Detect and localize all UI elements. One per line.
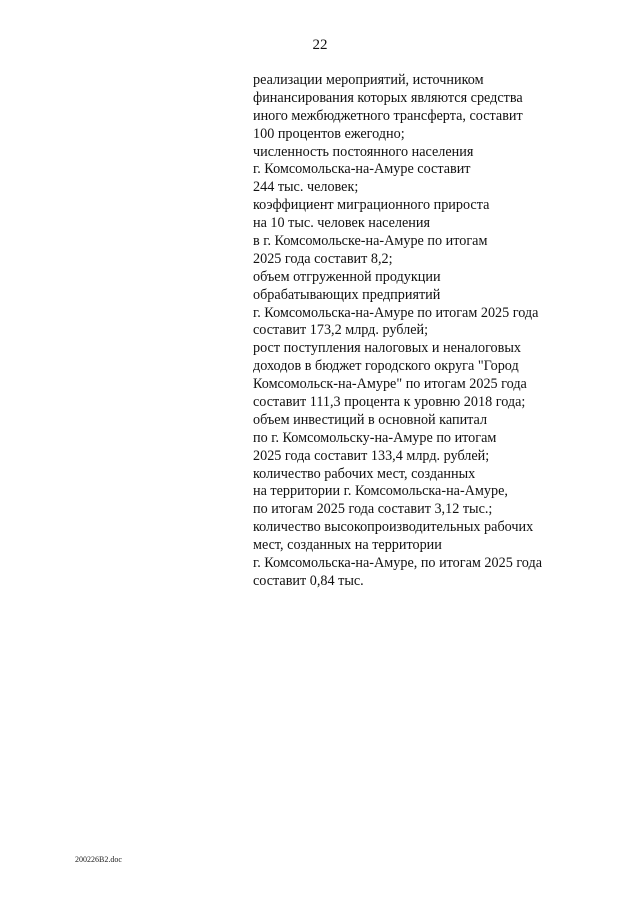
body-text-line: составит 111,3 процента к уровню 2018 года; [253,394,526,411]
body-text-line: коэффициент миграционного прироста [253,197,490,214]
body-text-line: Комсомольск-на-Амуре" по итогам 2025 года [253,376,527,393]
body-text-line: в г. Комсомольске-на-Амуре по итогам [253,233,488,250]
body-text-line: объем отгруженной продукции [253,268,441,285]
body-text-line: на территории г. Комсомольска-на-Амуре, [253,483,508,500]
document-body-text [253,72,633,591]
body-text-line: численность постоянного населения [253,143,474,160]
body-text-line: 100 процентов ежегодно; [253,125,405,142]
body-text-line: на 10 тыс. человек населения [253,215,430,232]
body-text-line: г. Комсомольска-на-Амуре, по итогам 2025 года [253,555,542,572]
body-text-line: 244 тыс. человек; [253,179,359,196]
body-text-line: количество рабочих мест, созданных [253,465,476,482]
body-text-line: доходов в бюджет городского округа "Город [253,358,519,375]
body-text-line: г. Комсомольска-на-Амуре по итогам 2025 года [253,304,539,321]
body-text-line: г. Комсомольска-на-Амуре составит [253,161,471,178]
body-text-line: количество высокопроизводительных рабочих [253,519,534,536]
body-text-line: объем инвестиций в основной капитал [253,411,488,428]
body-text-line: по итогам 2025 года составит 3,12 тыс.; [253,501,493,518]
body-text-line: финансирования которых являются средства [253,89,523,106]
body-text-line: реализации мероприятий, источником [253,72,484,88]
footer-filename: 200226B2.doc [75,855,122,864]
body-text-line: рост поступления налоговых и неналоговых [253,340,521,357]
body-text-line: иного межбюджетного трансферта, составит [253,107,523,124]
body-text-line: составит 173,2 млрд. рублей; [253,322,429,339]
body-text-line: мест, созданных на территории [253,537,442,554]
page-number: 22 [312,37,328,53]
body-text-line: составит 0,84 тыс. [253,572,364,589]
body-text-line: обрабатывающих предприятий [253,286,441,303]
body-text-line: по г. Комсомольску-на-Амуре по итогам [253,429,497,446]
body-text-line: 2025 года составит 133,4 млрд. рублей; [253,447,490,464]
body-text-line: 2025 года составит 8,2; [253,250,393,267]
